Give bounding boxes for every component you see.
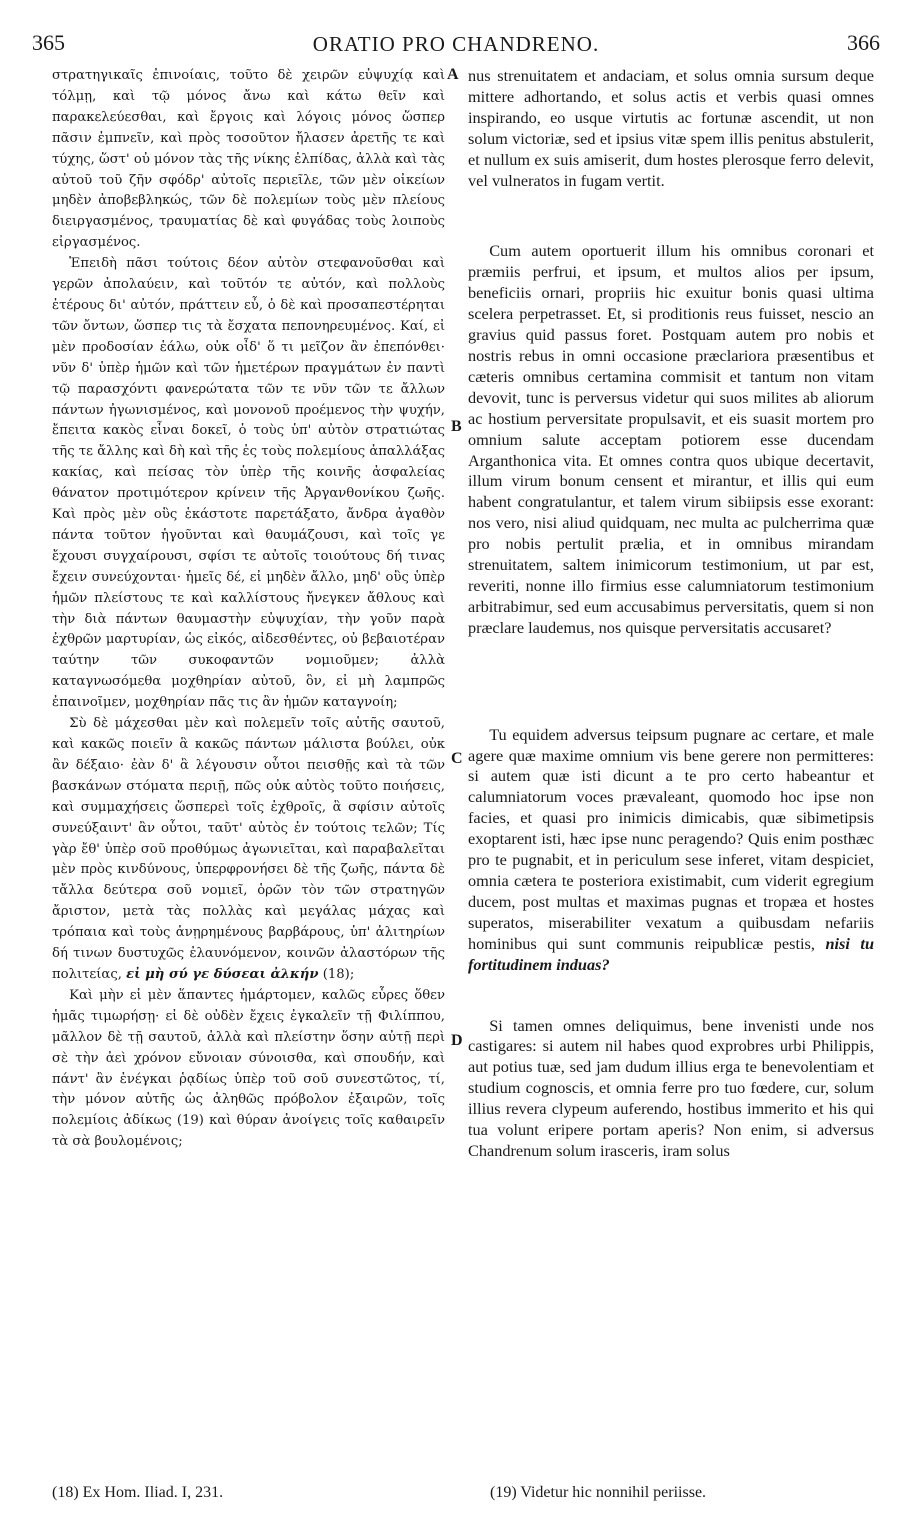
section-marker-a: A [447,66,459,83]
greek-paragraph-3 [52,714,445,986]
greek-column [52,66,445,1153]
running-header [32,30,880,60]
greek-paragraph-2: Ἐπειδὴ πᾶσι τούτοις δέον αὐτὸν στεφανοῦσθαι καὶ γερῶν ἀπολαύειν, καὶ τοῦτόν τε αὐτόν, καὶ πολλοὺς ἑτέρους δι' αὐτόν, πράττειν εὖ, ὁ δὲ καὶ προσαπεστέρηται τῶν ὄντων, ὥσπερ τις τὰ ἔσχατα πεπονηρευμένος. Καί, εἰ μὲν προδοσίαν ἑάλω, οὐκ οἶδ' ὅ τι μεῖζον ἂν ἐπεπόνθει· νῦν δ' ὑπὲρ ἡμῶν καὶ τῶν ἡμετέρων πραγμάτων ἐν παντὶ τῷ παρασχόντι φανερώτατα τῶν τε νῦν τῶν τε ἄλλων πάντων ἠγωνισμένος, καὶ μονονοῦ προέμενος τὴν ψυχήν, ἔπειτα κακὸς εἶναι δοκεῖ, ὁ τοὺς ὑπ' αὐτὸν στρατιώτας τῆς τε ἄλλης καὶ δὴ καὶ τῆς ἐς τοὺς πολεμίους ἀπαλλάξας κακίας, καὶ πείσας τὸν ὑπὲρ τῆς κοινῆς ἀσφαλείας θάνατον προτιμότερον κρίνειν τῆς Ἀργανθονίκου ζωῆς. Καὶ πρὸς μὲν οὓς ἑκάστοτε παρετάξατο, ἄνδρα ἀγαθὸν πάντα τοῦτον ἡγοῦνται καὶ θαυμάζουσι, καὶ τοῖς γε ἔχουσι συγχαίρουσι, σφίσι τε αὐτοῖς τοιούτους δή τινας ἔχειν συνεύχονται· ἡμεῖς δέ, εἰ μηδὲν ἄλλο, μηδ' οὓς ὑπὲρ ἡμῶν πλείστους τε καὶ καλλίστους ἤνεγκεν ἄθλους καὶ τὴν διὰ πάντων θαυμαστὴν εὐψυχίαν, τὴν γοῦν παρὰ ἐχθρῶν μαρτυρίαν, ὡς εἰκός, αἰδεσθέντες, οὐ βεβαιοτέραν ταύτην τῶν συκοφαντῶν νομιοῦμεν; ἀλλὰ καταγνωσόμεθα μοχθηρίαν αὐτοῦ, ὃν, εἰ μὴ λαμπρῶς ἐπαινοῖμεν, μοχθηρίαν πᾶς τις ἂν ἡμῶν καταγνοίη; [52,256,445,711]
greek-homer-quote: εἰ μὴ σύ γε δύσεαι ἀλκήν [126,966,319,982]
greek-footnote-ref: (18); [318,966,355,982]
footnote-19: (19) Videtur hic nonnihil periisse. [490,1484,707,1501]
latin-homer-quote: nisi tu fortitudinem induas? [468,933,874,974]
latin-paragraph-3 [468,725,874,976]
latin-paragraph-2: Cum autem oportuerit illum his omnibus coronari et præmiis perfrui, et ipsum, et multos alios per ipsum, beneficiis ornari, propriis hic exuitur bonis quasi ultima scelera perpetrasset. Et, si proditionis reus fuisset, nescio an gravius quid passus foret. Postquam autem pro nobis et nostris rebus in omni occasione præclariora præsentibus et cæteris omnibus certamina commisit et tantum non vitam devovit, tunc is perversus videtur qui suos milites ab aliorum ac hostium perversitate propulsavit, et eis suasit mortem pro omnium salute acceptam potiorem esse ducendam Arganthonica vita. Et omnes contra quos ubique decertavit, illum virum bonum censent et mirantur, et illis qui eum habent congratulantur, et talem virum sibiipsis esse exorant: nos vero, nisi aliud quidquam, nec multa ac pulcherrima quæ pro nobis pertulit prælia, et in omnibus mirandam strenuitatem, saltem inimicorum testimonium, ut par est, reveriti, nonne illo firmius esse calumniatorum testimonium arbitrabimur, sed eum accusabimus perversitatis, quem si non præclare laudemus, nos quisque perversitatis accusaret? [468,241,874,637]
latin-column [468,66,874,1162]
running-title: ORATIO PRO CHANDRENO. [312,32,600,56]
page-number-right: 366 [847,30,880,55]
latin-paragraph-4: Si tamen omnes deliquimus, bene invenisti unde nos castigares: si autem nil habes quod exprobres urbi Philippis, aut potius tuæ, sed jam dudum illius erga te benevolentiam et studium cognoscis, et omnia ferre pro tuo fœdere, cur, solum illius revera clypeum auferendo, hostibus immerito et his qui tua volunt eripere portam aperis? Non enim, si adversus Chandrenum solum irasceris, iram solus [468,1015,874,1160]
greek-paragraph-1: στρατηγικαῖς ἐπινοίαις, τοῦτο δὲ χειρῶν εὐψυχίᾳ καὶ τόλμῃ, καὶ τῷ μόνος ἄνω καὶ κάτω θεῖν καὶ παρακελεύεσθαι, καὶ ἔργοις καὶ λόγοις μόνος ὥσπερ πᾶσιν ἐμπνεῖν, καὶ πρὸς τοσοῦτον ἤλασεν ἀρετῆς τε καὶ τύχης, ὥστ' οὐ μόνον τὰς τῆς νίκης ἐλπίδας, ἀλλὰ καὶ τὰς αὐτοῦ τοῦ ζῆν σφόδρ' αὐτοῖς περιεῖλε, τῶν μὲν οἰκείων μηδὲν ἀποβεβληκώς, τῶν δὲ πολεμίων τοὺς μὲν πλείους διειργασμένος, τραυματίας δὲ καὶ φυγάδας τοὺς λοιποὺς εἰργασμένος. [52,68,445,251]
page-number-left: 365 [32,30,65,55]
greek-paragraph-4: Καὶ μὴν εἰ μὲν ἅπαντες ἡμάρτομεν, καλῶς εὗρες ὅθεν ἡμᾶς τιμωρήσῃ· εἰ δὲ οὐδὲν ἔχεις ἐγκαλεῖν τῇ Φιλίππου, μᾶλλον δὲ τῇ σαυτοῦ, ἀλλὰ καὶ πλείστην ὅσην αὐτῇ περὶ σὲ τὴν ἀεὶ χρόνον εὔνοιαν σύνοισθα, καὶ σπουδήν, καὶ πάντ' ἂν ἐνέγκαι ῥᾳδίως ὑπὲρ τοῦ σοῦ συνεστῶτος, τί, τὴν μόνον αὐτῆς ὡς ἀληθῶς πρόβολον ἐξαιρῶν, τοῖς πολεμίοις ἀδίκως (19) καὶ θύραν ἀνοίγεις τοῖς καθαιρεῖν τὰ σὰ βουλομένοις; [52,987,445,1150]
greek-paragraph-3-text: Σὺ δὲ μάχεσθαι μὲν καὶ πολεμεῖν τοῖς αὑτῆς σαυτοῦ, καὶ κακῶς ποιεῖν ἃ κακῶς πάντων μάλιστα βούλει, οὐκ ἂν δέξαιο· ἐὰν δ' ἃ λέγουσιν οὗτοι πεισθῇς καὶ τὰ τῶν βασκάνων στόματα περιῇ, πῶς οὐκ αὐτὸς τοῦτο ποιήσεις, καὶ συμμαχήσεις ὥσπερεὶ τοῖς ἐχθροῖς, ἃ σφίσιν αὐτοῖς συνεύξαιντ' ἂν οὗτοι, ταῦτ' αὐτὸς ἐν τούτοις τελῶν; Τίς γὰρ ἔθ' ὑπὲρ σοῦ προθύμως ἀγωνιεῖται, καὶ παραβαλεῖται μὲν πρὸς κινδύνους, ὑπερφρονήσει δὲ τῆς ζωῆς, πάντα δὲ τἄλλα δεύτερα σοῦ νομιεῖ, ὁρῶν τὸν τῶν στρατηγῶν ἄριστον, μετὰ τὰς πολλὰς καὶ μεγάλας μάχας καὶ τρόπαια καὶ τοὺς ἀνῃρημένους βαρβάρους, ὑπ' ἀλιτηρίων δή τινων δυστυχῶς ἐλαυνόμενον, κοινῶν ἀλαστόρων τῆς πολιτείας, [52,716,445,982]
section-marker-c: C [451,750,463,767]
section-marker-b: B [451,418,462,435]
footnote-18: (18) Ex Hom. Iliad. I, 231. [52,1484,224,1501]
latin-paragraph-1: nus strenuitatem et andaciam, et solus omnia sursum deque mittere adhortando, et solus actis et verbis quasi omnes inspirando, eo usque virtutis ac fortunæ ascendit, ut non solum victoriæ, sed et ipsius vitæ spem illis penitus abstulerit, et nullum ex suis amiserit, dum hostes plerosque ferro delevit, vel vulneratos in fugam vertit. [468,66,874,190]
section-marker-d: D [451,1032,463,1049]
latin-paragraph-3-text: Tu equidem adversus teipsum pugnare ac certare, et male agere quæ maxime omnium vis bene gerere non permitteres: si autem quæ isti dicunt a te pro certo habeantur et calumniatorum voces prævaleant, quomodo hoc ipse non facies, et quasi pro inimicis dimicabis, quæ sibimetipsis exoptarent isti, hæc ipse nunc peragendo? Quis enim posthæc pro te pugnabit, et in periculum sese inferet, vitam despiciet, omnia cætera te posteriora existimabit, cum viderit egregium ducem, post multas et maximas pugnas et tropæa et hostes superatos, miserabiliter vexatum a quibusdam nefariis hominibus qui sunt communis reipublicæ pestis, [468,724,874,953]
